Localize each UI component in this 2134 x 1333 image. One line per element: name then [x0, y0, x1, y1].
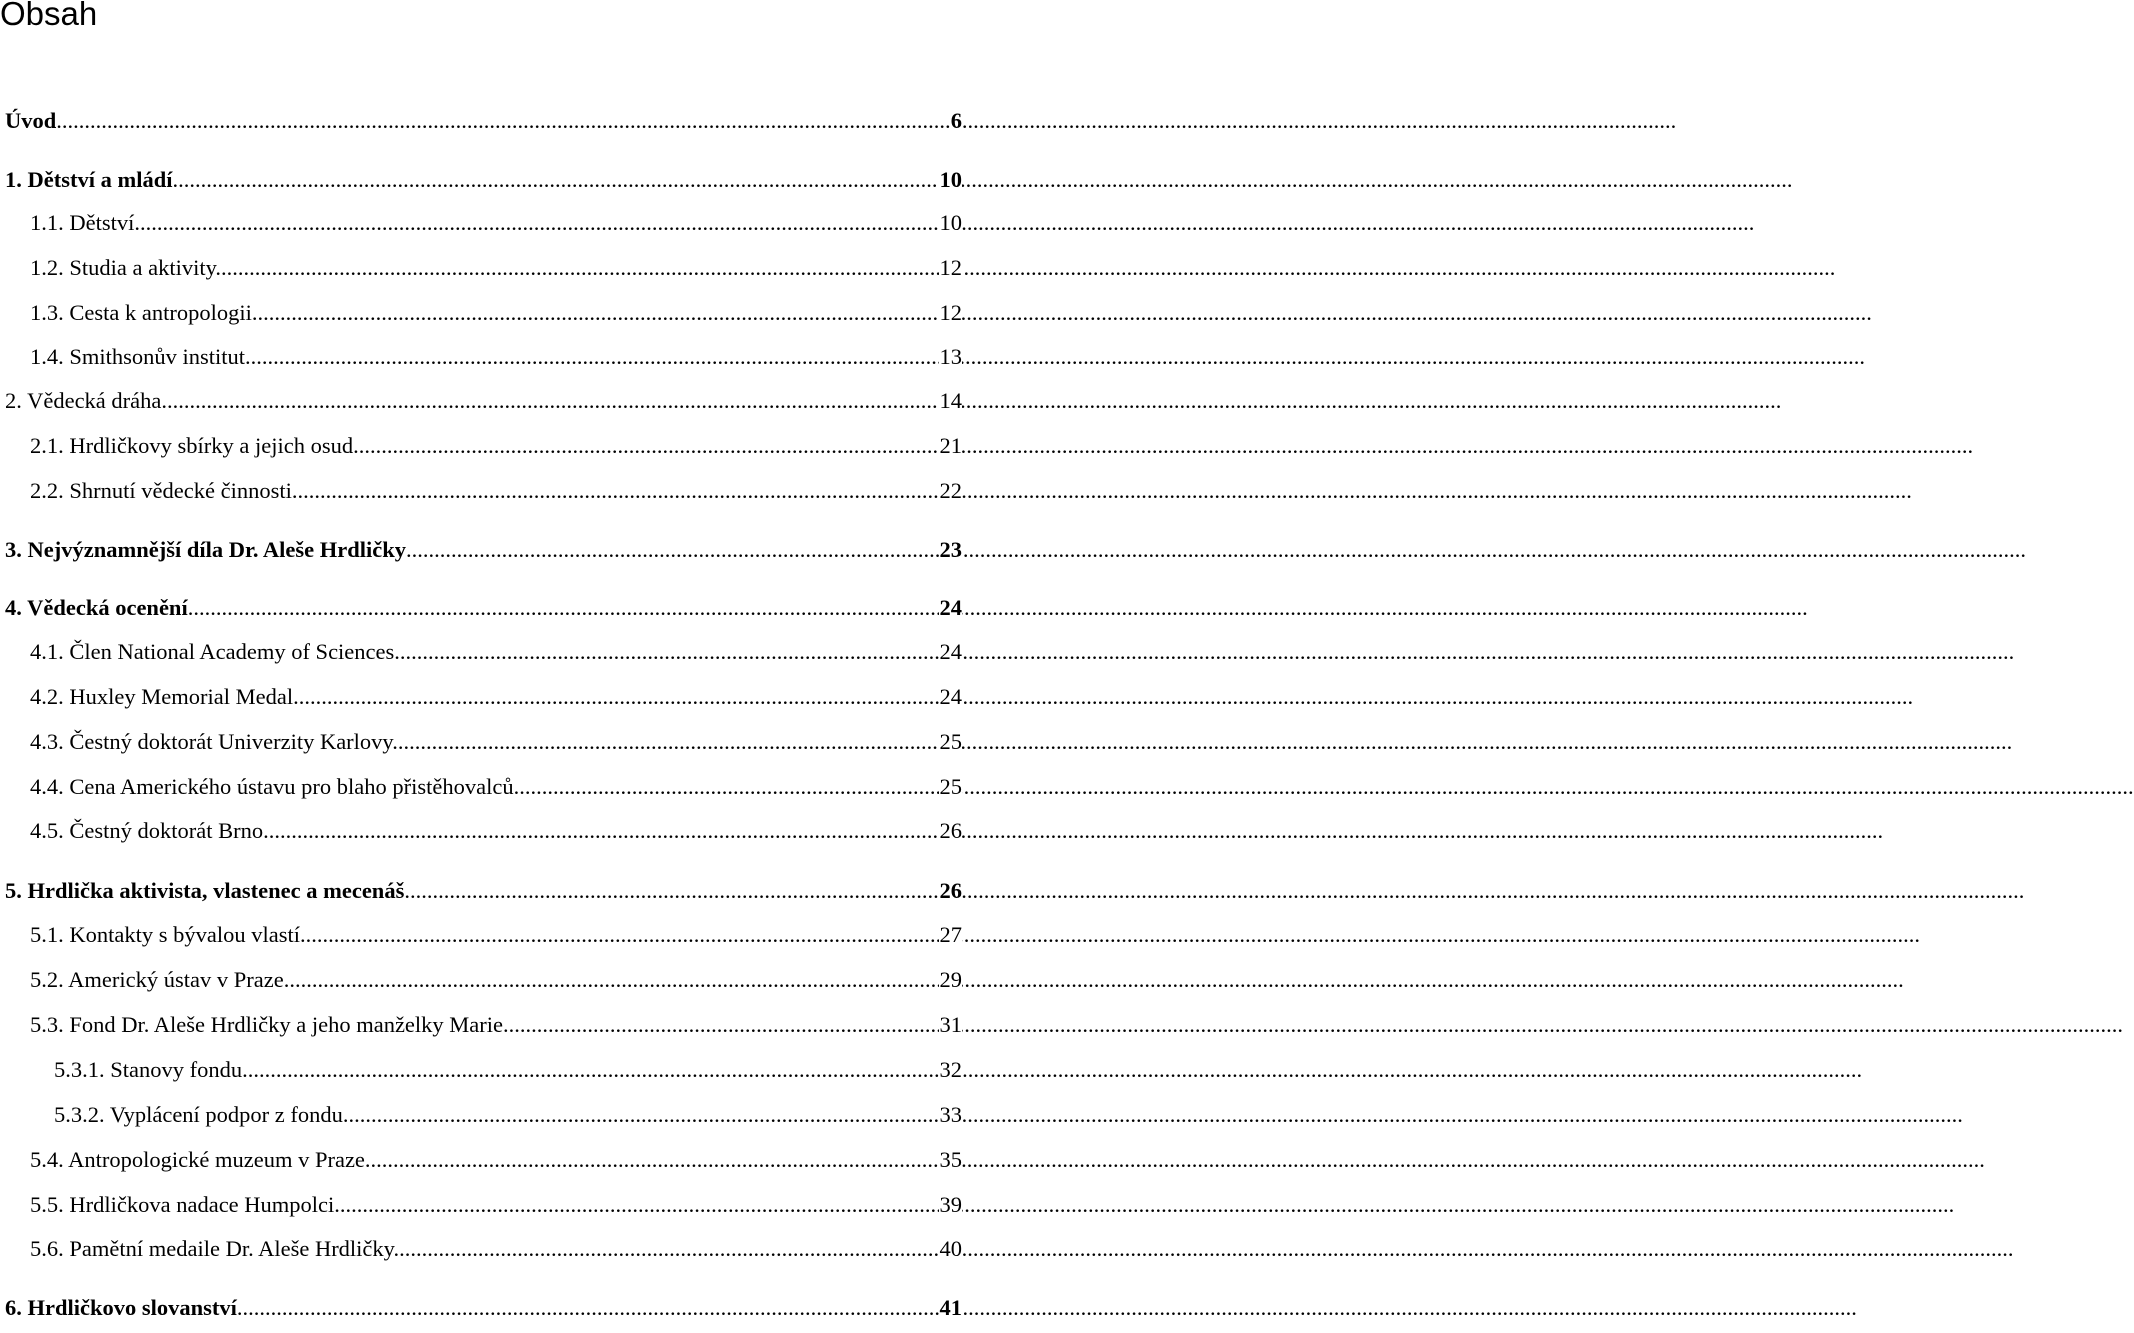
toc-entry[interactable] [0, 342, 962, 372]
toc-entry[interactable] [0, 1100, 962, 1130]
toc-entry-label: 4. Vědecká ocenění [5, 595, 188, 620]
toc-entry-page-number: 27 [939, 920, 963, 950]
toc-entry[interactable] [0, 1234, 962, 1264]
toc-entry-label: 5.4. Antropologické muzeum v Praze [30, 1147, 365, 1172]
toc-leader [5, 165, 962, 195]
toc-entry-page-number: 41 [939, 1293, 963, 1323]
toc-entry-page-number: 6 [950, 106, 962, 136]
toc-leader [30, 298, 962, 328]
toc-entry-label: 4.5. Čestný doktorát Brno [30, 818, 264, 843]
toc-leader [30, 476, 962, 506]
toc-entry[interactable] [0, 816, 962, 846]
toc-entry[interactable] [0, 727, 962, 757]
toc-entry[interactable] [0, 1145, 962, 1175]
toc-entry-label: Úvod [5, 108, 57, 133]
toc-leader [30, 816, 962, 846]
toc-entry[interactable] [0, 476, 962, 506]
toc-entry[interactable] [0, 772, 962, 802]
toc-entry[interactable] [0, 165, 962, 195]
toc-entry-page-number: 35 [939, 1145, 963, 1175]
toc-entry[interactable] [0, 593, 962, 623]
toc-page [0, 0, 960, 1333]
toc-leader [30, 727, 962, 757]
toc-leader [5, 106, 962, 136]
toc-leader [54, 1055, 962, 1085]
toc-entry-page-number: 10 [939, 165, 963, 195]
toc-entry[interactable] [0, 1293, 962, 1323]
toc-leader [5, 593, 962, 623]
toc-entry-label: 1.3. Cesta k antropologii [30, 300, 252, 325]
toc-leader [54, 1100, 962, 1130]
toc-entry-page-number: 31 [939, 1010, 963, 1040]
toc-entry-label: 5.3.1. Stanovy fondu [54, 1057, 243, 1082]
toc-leader [5, 1293, 962, 1323]
toc-entry[interactable] [0, 386, 962, 416]
toc-entry-page-number: 12 [939, 298, 963, 328]
toc-entry-label: 4.4. Cena Amerického ústavu pro blaho přistěhovalců [30, 774, 514, 799]
toc-entry[interactable] [0, 253, 962, 283]
toc-leader [5, 535, 962, 565]
toc-entry-page-number: 32 [939, 1055, 963, 1085]
toc-entry-page-number: 25 [939, 772, 963, 802]
toc-entry-label: 3. Nejvýznamnější díla Dr. Aleše Hrdličky [5, 537, 407, 562]
toc-entry-page-number: 26 [939, 876, 963, 906]
toc-entry[interactable] [0, 965, 962, 995]
toc-leader [30, 1145, 962, 1175]
toc-entry-label: 5.1. Kontakty s bývalou vlastí [30, 922, 300, 947]
toc-entry[interactable] [0, 920, 962, 950]
toc-entry-label: 4.3. Čestný doktorát Univerzity Karlovy [30, 729, 393, 754]
toc-entry[interactable] [0, 208, 962, 238]
toc-entry-label: 5.3.2. Vyplácení podpor z fondu [54, 1102, 343, 1127]
toc-entry-page-number: 22 [939, 476, 963, 506]
toc-entry-label: 2.1. Hrdličkovy sbírky a jejich osud [30, 433, 354, 458]
toc-leader [30, 772, 962, 802]
toc-entry-page-number: 24 [939, 637, 963, 667]
page-title: Obsah [0, 0, 98, 32]
toc-entry-label: 4.2. Huxley Memorial Medal [30, 684, 294, 709]
toc-leader [30, 1234, 962, 1264]
toc-entry-label: 5.5. Hrdličkova nadace Humpolci [30, 1192, 335, 1217]
toc-entry-page-number: 10 [939, 208, 963, 238]
toc-entry-page-number: 12 [939, 253, 963, 283]
toc-leader [30, 920, 962, 950]
toc-entry-page-number: 40 [939, 1234, 963, 1264]
toc-entry[interactable] [0, 1190, 962, 1220]
toc-entry-label: 6. Hrdličkovo slovanství [5, 1295, 237, 1320]
toc-leader [30, 342, 962, 372]
toc-entry[interactable] [0, 1010, 962, 1040]
toc-entry-label: 4.1. Člen National Academy of Sciences [30, 639, 395, 664]
toc-entry-page-number: 23 [939, 535, 963, 565]
toc-leader [30, 682, 962, 712]
toc-entry-page-number: 24 [939, 682, 963, 712]
toc-entry[interactable] [0, 682, 962, 712]
toc-entry-page-number: 29 [939, 965, 963, 995]
toc-entry-label: 5.6. Pamětní medaile Dr. Aleše Hrdličky [30, 1236, 394, 1261]
toc-entry-page-number: 13 [939, 342, 963, 372]
toc-entry-label: 2. Vědecká dráha [5, 388, 162, 413]
toc-entry-label: 1.2. Studia a aktivity [30, 255, 216, 280]
toc-entry-page-number: 33 [939, 1100, 963, 1130]
toc-leader [30, 431, 962, 461]
toc-entry-label: 5.3. Fond Dr. Aleše Hrdličky a jeho manželky Marie [30, 1012, 504, 1037]
toc-entry-page-number: 39 [939, 1190, 963, 1220]
toc-entry[interactable] [0, 431, 962, 461]
toc-entry-label: 5. Hrdlička aktivista, vlastenec a mecenáš [5, 878, 405, 903]
toc-entry-label: 1.1. Dětství [30, 210, 135, 235]
toc-entry-page-number: 21 [939, 431, 963, 461]
toc-entry[interactable] [0, 876, 962, 906]
toc-leader [30, 208, 962, 238]
toc-leader [30, 637, 962, 667]
toc-entry[interactable] [0, 1055, 962, 1085]
toc-leader [30, 1190, 962, 1220]
toc-entry[interactable] [0, 106, 962, 136]
toc-entry-label: 5.2. Americký ústav v Praze [30, 967, 284, 992]
toc-entry[interactable] [0, 637, 962, 667]
toc-entry[interactable] [0, 535, 962, 565]
toc-leader [5, 876, 962, 906]
toc-leader [30, 965, 962, 995]
toc-entry-label: 1.4. Smithsonův institut [30, 344, 246, 369]
toc-entry-page-number: 26 [939, 816, 963, 846]
toc-leader [5, 386, 962, 416]
toc-leader [30, 253, 962, 283]
toc-leader [30, 1010, 962, 1040]
toc-entry-label: 2.2. Shrnutí vědecké činnosti [30, 478, 292, 503]
toc-entry-page-number: 25 [939, 727, 963, 757]
toc-entry-label: 1. Dětství a mládí [5, 167, 173, 192]
toc-entry[interactable] [0, 298, 962, 328]
toc-entry-page-number: 24 [939, 593, 963, 623]
toc-entry-page-number: 14 [939, 386, 963, 416]
